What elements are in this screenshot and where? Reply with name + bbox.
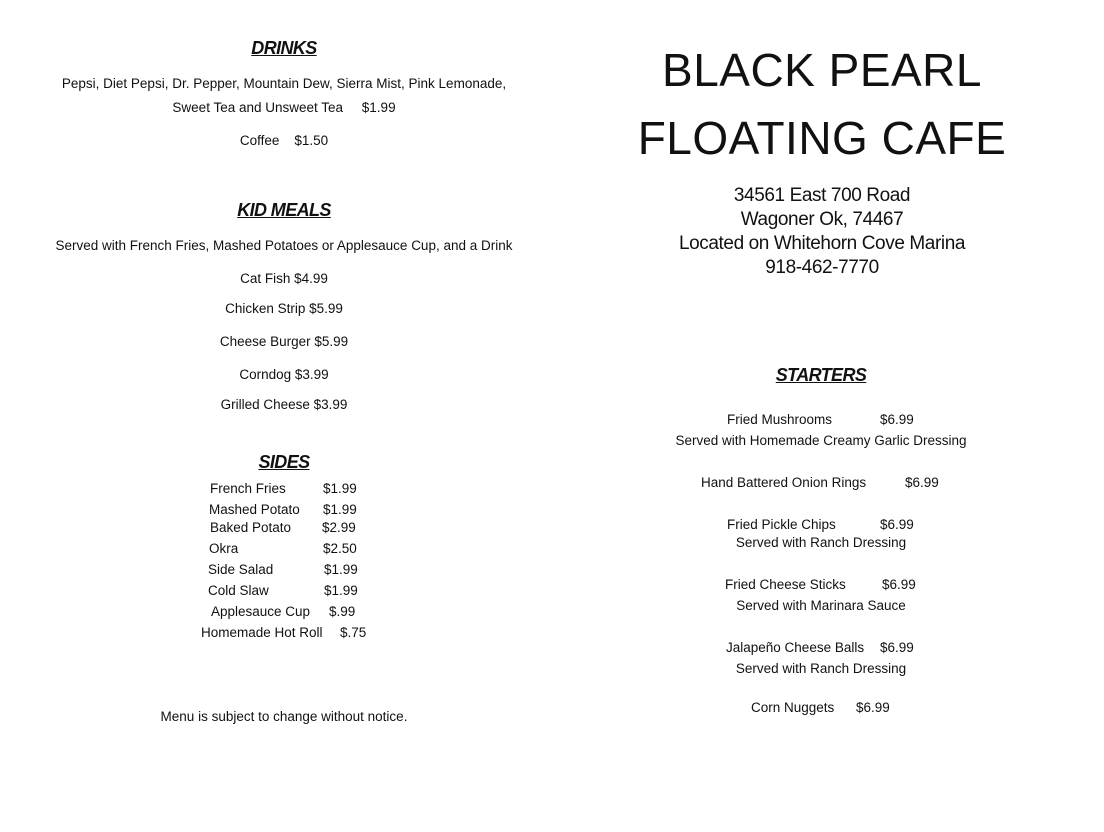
kid-meal-item: Corndog $3.99 <box>239 367 329 382</box>
side-item-price: $1.99 <box>324 562 358 577</box>
starter-item-name: Hand Battered Onion Rings <box>701 475 867 490</box>
side-item-price: $2.50 <box>323 541 357 556</box>
kid-meal-item: Chicken Strip $5.99 <box>225 301 343 316</box>
starter-item-description: Served with Homemade Creamy Garlic Dressing <box>675 433 967 448</box>
starter-item-price: $6.99 <box>880 640 914 655</box>
starter-item-description: Served with Ranch Dressing <box>735 535 907 550</box>
starter-item-price: $6.99 <box>856 700 890 715</box>
drinks-heading: DRINKS <box>251 38 317 58</box>
coffee-item: Coffee $1.50 <box>239 133 329 148</box>
side-item-name: Mashed Potato <box>209 502 300 517</box>
starter-item-name: Fried Mushrooms <box>727 412 833 427</box>
side-item-price: $1.99 <box>323 502 357 517</box>
menu-disclaimer: Menu is subject to change without notice. <box>160 709 408 724</box>
kid-meals-note: Served with French Fries, Mashed Potatoes or Applesauce Cup, and a Drink <box>55 238 513 253</box>
side-item-price: $.99 <box>329 604 356 619</box>
kid-meal-item: Grilled Cheese $3.99 <box>220 397 348 412</box>
starters-heading: STARTERS <box>775 365 867 385</box>
starter-item-name: Corn Nuggets <box>751 700 835 715</box>
drinks-list-line-2: Sweet Tea and Unsweet Tea $1.99 <box>172 100 396 115</box>
starter-item-price: $6.99 <box>880 412 914 427</box>
starter-item-name: Fried Cheese Sticks <box>725 577 846 592</box>
side-item-price: $1.99 <box>324 583 358 598</box>
kid-meal-item: Cat Fish $4.99 <box>240 271 328 286</box>
restaurant-name-line-1: BLACK PEARL <box>662 44 982 96</box>
side-item-price: $1.99 <box>323 481 357 496</box>
starter-item-description: Served with Marinara Sauce <box>736 598 906 613</box>
side-item-name: Okra <box>209 541 239 556</box>
side-item-name: Homemade Hot Roll <box>201 625 323 640</box>
starter-item-price: $6.99 <box>905 475 939 490</box>
starter-item-description: Served with Ranch Dressing <box>735 661 907 676</box>
side-item-price: $2.99 <box>322 520 356 535</box>
drinks-list-line-1: Pepsi, Diet Pepsi, Dr. Pepper, Mountain Dew, Sierra Mist, Pink Lemonade, <box>61 76 507 91</box>
kid-meals-heading: KID MEALS <box>237 200 331 220</box>
side-item-name: Applesauce Cup <box>211 604 311 619</box>
starter-item-name: Jalapeño Cheese Balls <box>726 640 865 655</box>
side-item-name: Side Salad <box>208 562 274 577</box>
phone-number: 918-462-7770 <box>765 257 879 278</box>
side-item-name: French Fries <box>210 481 286 496</box>
starter-item-name: Fried Pickle Chips <box>727 517 836 532</box>
sides-heading: SIDES <box>258 452 310 472</box>
side-item-price: $.75 <box>340 625 367 640</box>
address-line-1: 34561 East 700 Road <box>733 185 911 206</box>
starter-item-price: $6.99 <box>882 577 916 592</box>
location-line: Located on Whitehorn Cove Marina <box>678 233 966 254</box>
restaurant-name-line-2: FLOATING CAFE <box>637 112 1007 164</box>
kid-meal-item: Cheese Burger $5.99 <box>219 334 349 349</box>
starter-item-price: $6.99 <box>880 517 914 532</box>
address-line-2: Wagoner Ok, 74467 <box>740 209 904 230</box>
side-item-name: Cold Slaw <box>208 583 269 598</box>
side-item-name: Baked Potato <box>210 520 292 535</box>
